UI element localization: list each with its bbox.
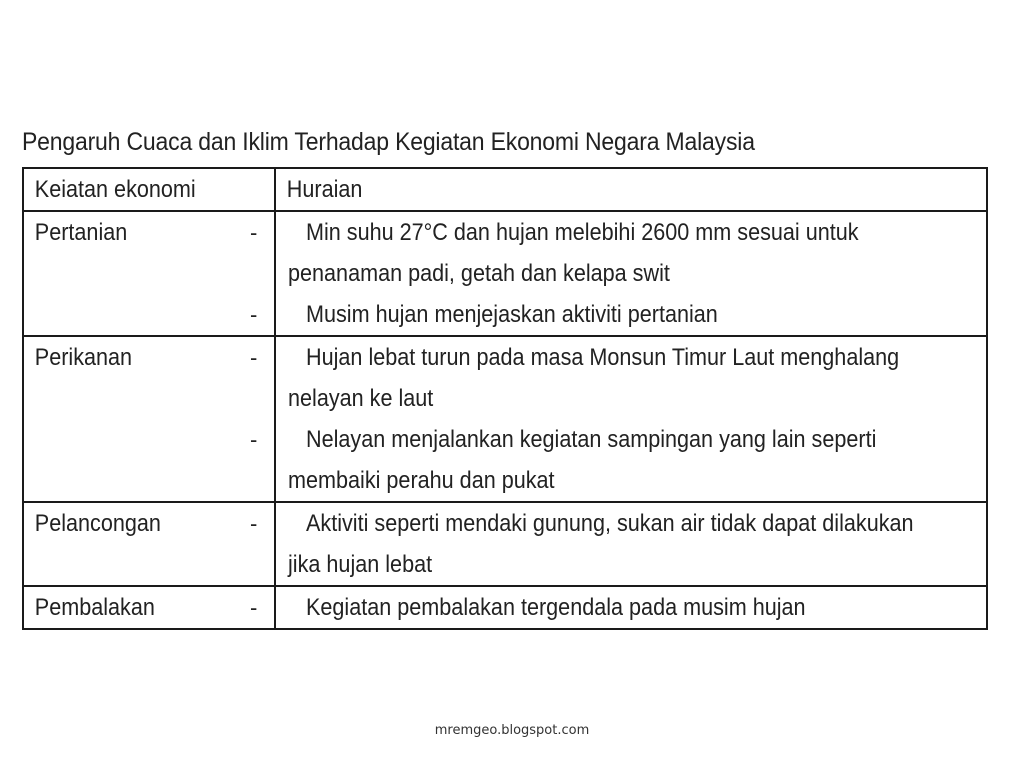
document-title: Pengaruh Cuaca dan Iklim Terhadap Kegiatan Ekonomi Negara Malaysia: [22, 128, 755, 156]
activity-cell: [23, 502, 275, 586]
table-row: [23, 502, 987, 586]
header-description-label: Huraian: [286, 176, 363, 203]
activity-cell: [23, 211, 275, 336]
table-row: [23, 586, 987, 629]
description-cell: [275, 211, 987, 336]
description-cell: [275, 586, 987, 629]
bullet-dash: -: [250, 345, 258, 370]
table-row: [23, 211, 987, 336]
bullet-dash: -: [250, 302, 258, 327]
point-line: Aktiviti seperti mendaki gunung, sukan air tidak dapat dilakukan: [306, 510, 914, 537]
bullet-dash: -: [250, 595, 258, 620]
economic-activities-table: [22, 167, 988, 630]
point-line: Min suhu 27°C dan hujan melebihi 2600 mm sesuai untuk: [306, 219, 859, 246]
activity-name: Perikanan: [34, 344, 133, 371]
table-body: [23, 168, 987, 629]
point-continuation: penanaman padi, getah dan kelapa swit: [288, 260, 670, 287]
point-line: Kegiatan pembalakan tergendala pada musim hujan: [306, 594, 806, 621]
description-cell: [275, 336, 987, 502]
activity-cell: [23, 336, 275, 502]
bullet-dash: -: [250, 220, 258, 245]
activity-name: Pelancongan: [34, 510, 161, 537]
activity-name: Pembalakan: [34, 594, 155, 621]
point-line: Nelayan menjalankan kegiatan sampingan yang lain seperti: [306, 426, 877, 453]
activity-name: Pertanian: [34, 219, 128, 246]
point-continuation: membaiki perahu dan pukat: [288, 467, 555, 494]
table-header-row: [23, 168, 987, 211]
table-row: [23, 336, 987, 502]
header-cell-activity: [23, 168, 275, 211]
point-continuation: jika hujan lebat: [288, 551, 433, 578]
header-activity-label: Keiatan ekonomi: [34, 176, 196, 203]
description-cell: [275, 502, 987, 586]
activity-cell: [23, 586, 275, 629]
header-cell-description: [275, 168, 987, 211]
bullet-dash: -: [250, 511, 258, 536]
point-line: Hujan lebat turun pada masa Monsun Timur Laut menghalang: [306, 344, 900, 371]
footer-source-url: mremgeo.blogspot.com: [434, 723, 590, 738]
point-line: Musim hujan menjejaskan aktiviti pertanian: [306, 301, 718, 328]
point-continuation: nelayan ke laut: [288, 385, 434, 412]
bullet-dash: -: [250, 427, 258, 452]
